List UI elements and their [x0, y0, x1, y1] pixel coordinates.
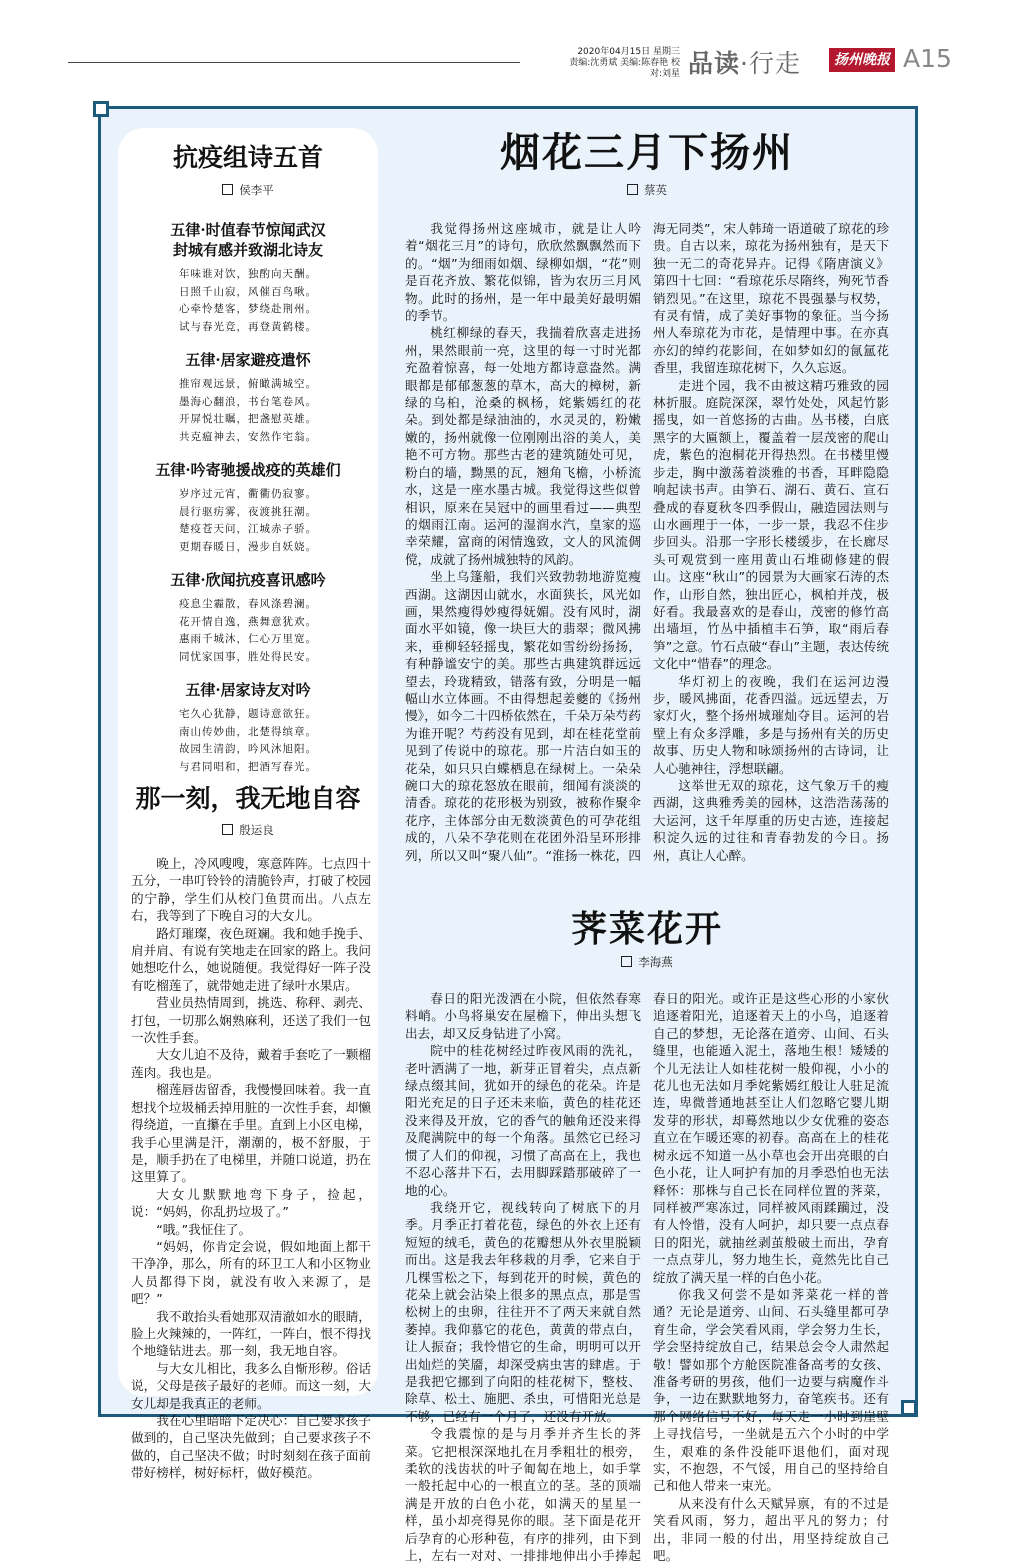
paragraph: 我不敢抬头看她那双清澈如水的眼睛，脸上火辣辣的，一阵红，一阵白，恨不得找个地缝钻进去。那一刻，我无地自容。: [131, 1308, 371, 1359]
poem-heading: [118, 220, 378, 260]
section-title: [688, 44, 801, 80]
newspaper-logo: 扬州晚报: [829, 48, 895, 72]
article-body: [131, 855, 371, 1482]
poem-line: 日照千山寂，风催百鸟啾。: [179, 285, 317, 298]
paragraph: “妈妈，你肯定会说，假如地面上都干干净净，那么，所有的环卫工人和小区物业人员都得下岗，就没有收入来源了，是吧？”: [131, 1238, 371, 1307]
section-separator: ·: [740, 49, 749, 78]
paragraph: 我绕开它，视线转向了树底下的月季。月季正打着花苞，绿色的外衣上还有短短的绒毛，黄色的花瓣想从外衣里脱颖而出。这是我去年移栽的月季，它来自于几棵雪松之下，每到花开的时候，黄色的花朵上就会沾染上很多的黑点点，那是雪松树上的虫卵，往往开不了两天来就自然萎掉。我仰慕它的花色，黄黄的带点白，让人振奋；我怜惜它的生命，明明可以开出灿烂的笑靥，却深受病虫害的肆虐。于是我把它挪到了向阳的桂花树下，整枝、除草、松土、施肥、杀虫，可惜阳光总是不够，已经有一个月了，还没有开放。: [405, 1199, 641, 1424]
article-yangzhou-header: [405, 128, 889, 198]
poem-heading-line: 五律·居家避疫遣怀: [185, 351, 311, 369]
article-shame-header: [118, 782, 378, 838]
poem-heading: [118, 460, 378, 480]
poem-line: 岁序过元宵，衢衢仍寂寥。: [179, 488, 317, 500]
article-title: 荠菜花开: [570, 908, 723, 951]
paragraph: 桃红柳绿的春天，我揣着欣喜走进扬州，果然眼前一亮，这里的每一寸时光都充盈着惊喜，每一处地方都诗意盎然。满眼都是郁郁葱葱的草木，高大的樟树，新绿的乌桕，沧桑的枫杨，姹紫嫣红的花朵。到处都是绿油油的，水灵灵的，粉嫩嫩的，扬州就像一位刚刚出浴的美人，美艳不可方物。那些古老的建筑随处可见，粉白的墙，黝黑的瓦，翘角飞檐，小桥流水，这是一座水墨古城。我觉得这些似曾相识，原来在吴冠中的画里看过——典型的烟雨江南。运河的湿润水汽，皇家的巡幸荣耀，富商的闲情逸致，文人的风流倜傥，成就了扬州城独特的风韵。: [405, 325, 641, 567]
article-author: 蔡英: [644, 183, 667, 197]
article-byline: [118, 822, 378, 838]
poem-heading-line: 封城有感并致湖北诗友: [172, 241, 323, 259]
paragraph: 华灯初上的夜晚，我们在运河边漫步，暖风拂面，花香四溢。远远望去，万家灯火，整个扬州城璀灿夺目。运河的岩壁上有众多浮雕，多是与扬州有关的历史故事、历史人物和咏颂扬州的古诗词，让人心驰神往，浮想联翩。: [653, 673, 889, 776]
poem-line: 疫息尘霾散，春风涤碧澜。: [179, 598, 317, 610]
paragraph: 这举世无双的琼花，这气象万千的瘦西湖，这典雅秀美的园林，这浩浩荡荡的大运河，这千年厚重的历史古迹，连接起积淀久远的过往和青春勃发的今日。扬州，真让人心醉。: [653, 778, 889, 863]
paragraph: 晚上，冷风嗖嗖，寒意阵阵。七点四十五分，一串叮铃铃的清脆铃声，打破了校园的宁静，学生们从校门鱼贯而出。八点左右，我等到了下晚自习的大女儿。: [131, 856, 371, 924]
header-rule: [68, 62, 520, 63]
poem-lines: [118, 266, 378, 336]
poem-line: 年味谁对饮，独酌向天酬。: [179, 268, 317, 280]
poem-line: 宅久心犹静，题诗意欲狂。: [179, 708, 317, 720]
article-shepherd-header: [405, 906, 889, 970]
paragraph: 大女儿迫不及待，戴着手套吃了一颗榴莲肉。我也是。: [131, 1047, 371, 1080]
poem-line: 同忧家国事，胜处得民安。: [179, 650, 317, 663]
article-byline: [405, 954, 889, 970]
poem-line: 南山传妙曲，北楚得缤章。: [179, 725, 317, 738]
poem-lines: [118, 596, 378, 666]
poem-lines: [118, 486, 378, 556]
byline-box-icon: [222, 184, 233, 195]
page-number: A15: [903, 44, 952, 73]
poem-line: 楚疫苍天问，江城赤子骄。: [179, 523, 317, 535]
article-body: [405, 990, 889, 1564]
byline-box-icon: [621, 956, 632, 967]
article-title: 那一刻，我无地自容: [135, 784, 361, 813]
paragraph: 走进个园，我不由被这精巧雅致的园林折服。庭院深深，翠竹处处，风起竹影摇曳，如一首悠扬的古曲。丛书楼，白底黑字的大匾额上，覆盖着一层茂密的爬山虎，紫色的泡桐花开得热烈。在书楼里慢步走，胸中激荡着淡雅的书香，耳畔隐隐响起读书声。由笋石、湖石、黄石、宣石叠成的春夏秋冬四季假山，融造园法则与山水画理于一体，一步一景，我忍不住步步回头。沿那一字形长楼缓步，在长廊尽头可观赏到一座用黄山石堆砌修建的假山。这座“秋山”的园景为大画家石涛的杰作，山形自然，独出匠心，枫柏并茂，极好看。我最喜欢的是春山，茂密的修竹高出墙垣，竹丛中插植丰石笋，取“雨后春笋”之意。竹石点破“春山”主题，表达传统文化中“惜春”的理念。: [653, 377, 889, 672]
poem-heading-line: 五律·欣闻抗疫喜讯感吟: [170, 571, 326, 589]
right-articles: [405, 128, 889, 1564]
poem-list: [118, 220, 378, 776]
article-byline: [405, 182, 889, 198]
section-name: 品读: [688, 49, 741, 78]
paragraph: 你我又何尝不是如荠菜花一样的普通？无论是道旁、山间、石头缝里都可孕育生命，学会笑看风雨，学会努力生长，学会坚持绽放自己，结果总会令人肃然起敬！譬如那个方舱医院准备高考的女孩、准备考研的男孩，他们一边要与病魔作斗争，一边在默默地努力，奋笔疾书。还有那个网络信号不好，每天走一小时到崖壁上寻找信号，一坐就是五六个小时的中学生，艰难的条件没能吓退他们，面对现实，不抱怨，不气馁，用自己的坚持给自己和他人带来一束光。: [653, 1286, 889, 1494]
frame-corner-ornament: [901, 1400, 917, 1416]
poem-heading-line: 五律·居家诗友对吟: [185, 681, 311, 699]
paragraph: 我觉得扬州这座城市，就是让人吟着“烟花三月”的诗句，欣欣然飘飘然而下的。“烟”为细雨如烟、绿柳如烟，“花”则是百花齐放、繁花似锦，皆为农历三月风物。此时的扬州，是一年中最美好最明媚的季节。: [405, 221, 641, 324]
poem-line: 更期春暖日，漫步自妖娆。: [179, 540, 317, 553]
poems-title: 抗疫组诗五首: [172, 143, 323, 172]
poem-line: 与君同唱和，把酒写春光。: [179, 760, 317, 773]
poem-line: 惠雨千城沐，仁心万里宽。: [179, 633, 317, 645]
page-meta: [560, 47, 680, 80]
article-author: 李海燕: [638, 955, 673, 970]
poem-line: 推帘观远景，俯瞰满城空。: [179, 378, 317, 390]
poems-byline: [118, 182, 378, 198]
paragraph: 与大女儿相比，我多么自惭形秽。俗话说，父母是孩子最好的老师。而这一刻，大女儿却是我真正的老师。: [131, 1360, 371, 1411]
paragraph: 院中的桂花树经过昨夜风雨的洗礼，老叶洒满了一地，新芽正冒着尖，点点新绿点缀其间，犹如开的绿色的花朵。许是阳光充足的日子还未来临，黄色的桂花还没来得及开放，它的香气的触角还没来得及爬满院中的每一个角落。虽然它已经习惯了人们的仰视，习惯了高高在上，我也不忍心落井下石，去用脚踩踏那破碎了一地的心。: [405, 1043, 641, 1198]
poem-line: 花开情自逸，燕舞意犹欢。: [179, 615, 317, 628]
paragraph: “哦。”我怔住了。: [156, 1221, 252, 1237]
poem-heading: [118, 680, 378, 700]
poem-line: 开屏悦壮瞩，把盏慰英雄。: [179, 413, 317, 425]
issue-date: 2020年04月15日 星期三: [577, 47, 680, 57]
byline-box-icon: [627, 184, 638, 195]
poem-line: 晨行驱疠雾，夜渡挑狂潮。: [179, 505, 317, 518]
poem-line: 试与春光竞，再登黄鹤楼。: [179, 320, 317, 333]
paragraph: 坐上乌篷船，我们兴致勃勃地游览瘦西湖。这湖因山就水，水面狭长，风光如画，果然瘦得妙瘦得妩媚。没有风时，湖面水平如镜，像一块巨大的翡翠；微风拂来，垂柳轻轻摇曳，繁花如雪纷纷扬扬，有种静谧安宁的美。那些古典建筑群远远望去，玲珑精致，错落有致，分明是一幅幅山水立体画。不由得想起姜夔的《扬州慢》，如今二十四桥依然在，千朵万朵芍药为谁开呢？芍药没有见到，却在桂花堂前见到了传说中的琼花。那一片洁白如玉的花朵，如只只白蝶栖息在绿树上。一朵朵碗口大的琼花怒放在眼前，细闻有淡淡的清香。琼花的花形极为别致，被称作聚伞花序，主体部分由无数淡黄色的可孕花组成的，八朵不孕花则在花团外沿呈环形排列，所以又叫“聚八仙”。“淮扬一株花，四海无同类”，宋人韩琦一语道破了琼花的珍贵。自古以来，琼花为扬州独有，是天下独一无二的奇花异卉。记得《隋唐演义》第四十七回：“看琼花乐尽隋终，殉死节香销烈见。”在这里，琼花不畏强暴与权势，有灵有情，成了美好事物的象征。当今扬州人奉琼花为市花，是情理中事。在亦真亦幻的绰约花影间，在如梦如幻的氤氲花香里，我留连琼花树下，久久忘返。: [405, 221, 889, 863]
paragraph: 从来没有什么天赋异禀，有的不过是笑看风雨，努力，超出平凡的努力；付出，非同一般的付出，用坚持绽放自己吧。: [653, 1495, 889, 1564]
poems-author: 侯李平: [239, 183, 274, 197]
paragraph: 营业员热情周到，挑选、称秤、剥壳、打包，一切那么娴熟麻利，还送了我们一包一次性手套。: [131, 995, 371, 1046]
paragraph: 我在心里暗暗下定决心：自己要求孩子做到的，自己坚决先做到；自己要求孩子不做的，自己坚决不做；时时刻刻在孩子面前带好榜样，树好标杆，做好模范。: [131, 1413, 371, 1481]
paragraph: 春日的阳光泼洒在小院，但依然春寒料峭。小鸟将巢安在屋檐下，伸出头想飞出去，却又反身钻进了小窝。: [405, 991, 641, 1041]
paragraph: 大女儿默默地弯下身子，捡起，说：“妈妈，你乱扔垃圾了。”: [131, 1186, 371, 1220]
byline-box-icon: [222, 824, 233, 835]
poems-section: [118, 140, 378, 790]
paragraph: 榴莲唇齿留香，我慢慢回味着。我一直想找个垃圾桶丢掉用脏的一次性手套，却懒得绕道，一直攥在手里。直到上小区电梯，我手心里满是汗，潮潮的，极不舒服，于是，顺手扔在了电梯里，并随口说道，扔在这里算了。: [131, 1082, 371, 1185]
paragraph: 令我震惊的是与月季并齐生长的荠菜。它把根深深地扎在月季粗壮的根旁，柔软的浅齿状的叶子匍匐在地上，如手掌一般托起中心的一根直立的茎。茎的顶端满是开放的白色小花，如满天的星星一样，虽小却亮得晃你的眼。茎下面是花开后孕育的心形种苞，有序的排列，由下到上，左右一对对、一排排地伸出小手捧起春日的阳光。或许正是这些心形的小家伙追逐着阳光，追逐着天上的小鸟，追逐着自己的梦想，无论落在道旁、山间、石头缝里，也能遁入泥土，落地生根！矮矮的个儿无法让人如桂花树一般仰视，小小的花儿也无法如月季姹紫嫣红般让人驻足流连，卑微普通地甚至让人们忽略它婴儿期发芽的形状，却蓦然地以少女优雅的姿态直立在乍暖还寒的初春。高高在上的桂花树永远不知道一丛小草也会开出亮眼的白色小花，让人呵护有加的月季恐怕也无法释怀：那株与自己长在同样位置的荠菜，同样被严寒冻过，同样被风雨蹂躏过，没有人怜惜，没有人呵护，却只要一点点春日的阳光，就抽丝剥茧般破土而出，孕育一点点芽儿，努力地生长，竟然先比自己绽放了满天星一样的白色小花。: [405, 991, 889, 1564]
poem-line: 故园生清韵，吟风沐旭阳。: [179, 743, 317, 755]
poem-heading: [118, 570, 378, 590]
editor-credits: 责编:沈勇斌 美编:陈春艳 校对:刘星: [569, 58, 680, 79]
article-body: [405, 220, 889, 864]
poem-heading: [118, 350, 378, 370]
poem-line: 心牵怜楚客，梦绕赴荆州。: [179, 303, 317, 315]
poem-line: 墨海心翻浪，书台笔卷风。: [179, 395, 317, 408]
poem-lines: [118, 376, 378, 446]
article-author: 殷运良: [239, 823, 274, 837]
paragraph: 路灯璀璨，夜色斑斓。我和她手挽手、肩并肩、有说有笑地走在回家的路上。我问她想吃什么，她说随便。我觉得好一阵子没有吃榴莲了，就带她走进了绿叶水果店。: [131, 925, 371, 993]
frame-corner-ornament: [93, 101, 109, 117]
section-subname: 行走: [748, 49, 801, 78]
poem-heading-line: 五律·时值春节惊闻武汉: [170, 221, 326, 239]
poem-heading-line: 五律·吟寄驰援战疫的英雄们: [155, 461, 341, 479]
poem-lines: [118, 706, 378, 776]
article-title: 烟花三月下扬州: [500, 129, 794, 176]
poem-line: 共克瘟神去，安然作宅翁。: [179, 430, 317, 443]
